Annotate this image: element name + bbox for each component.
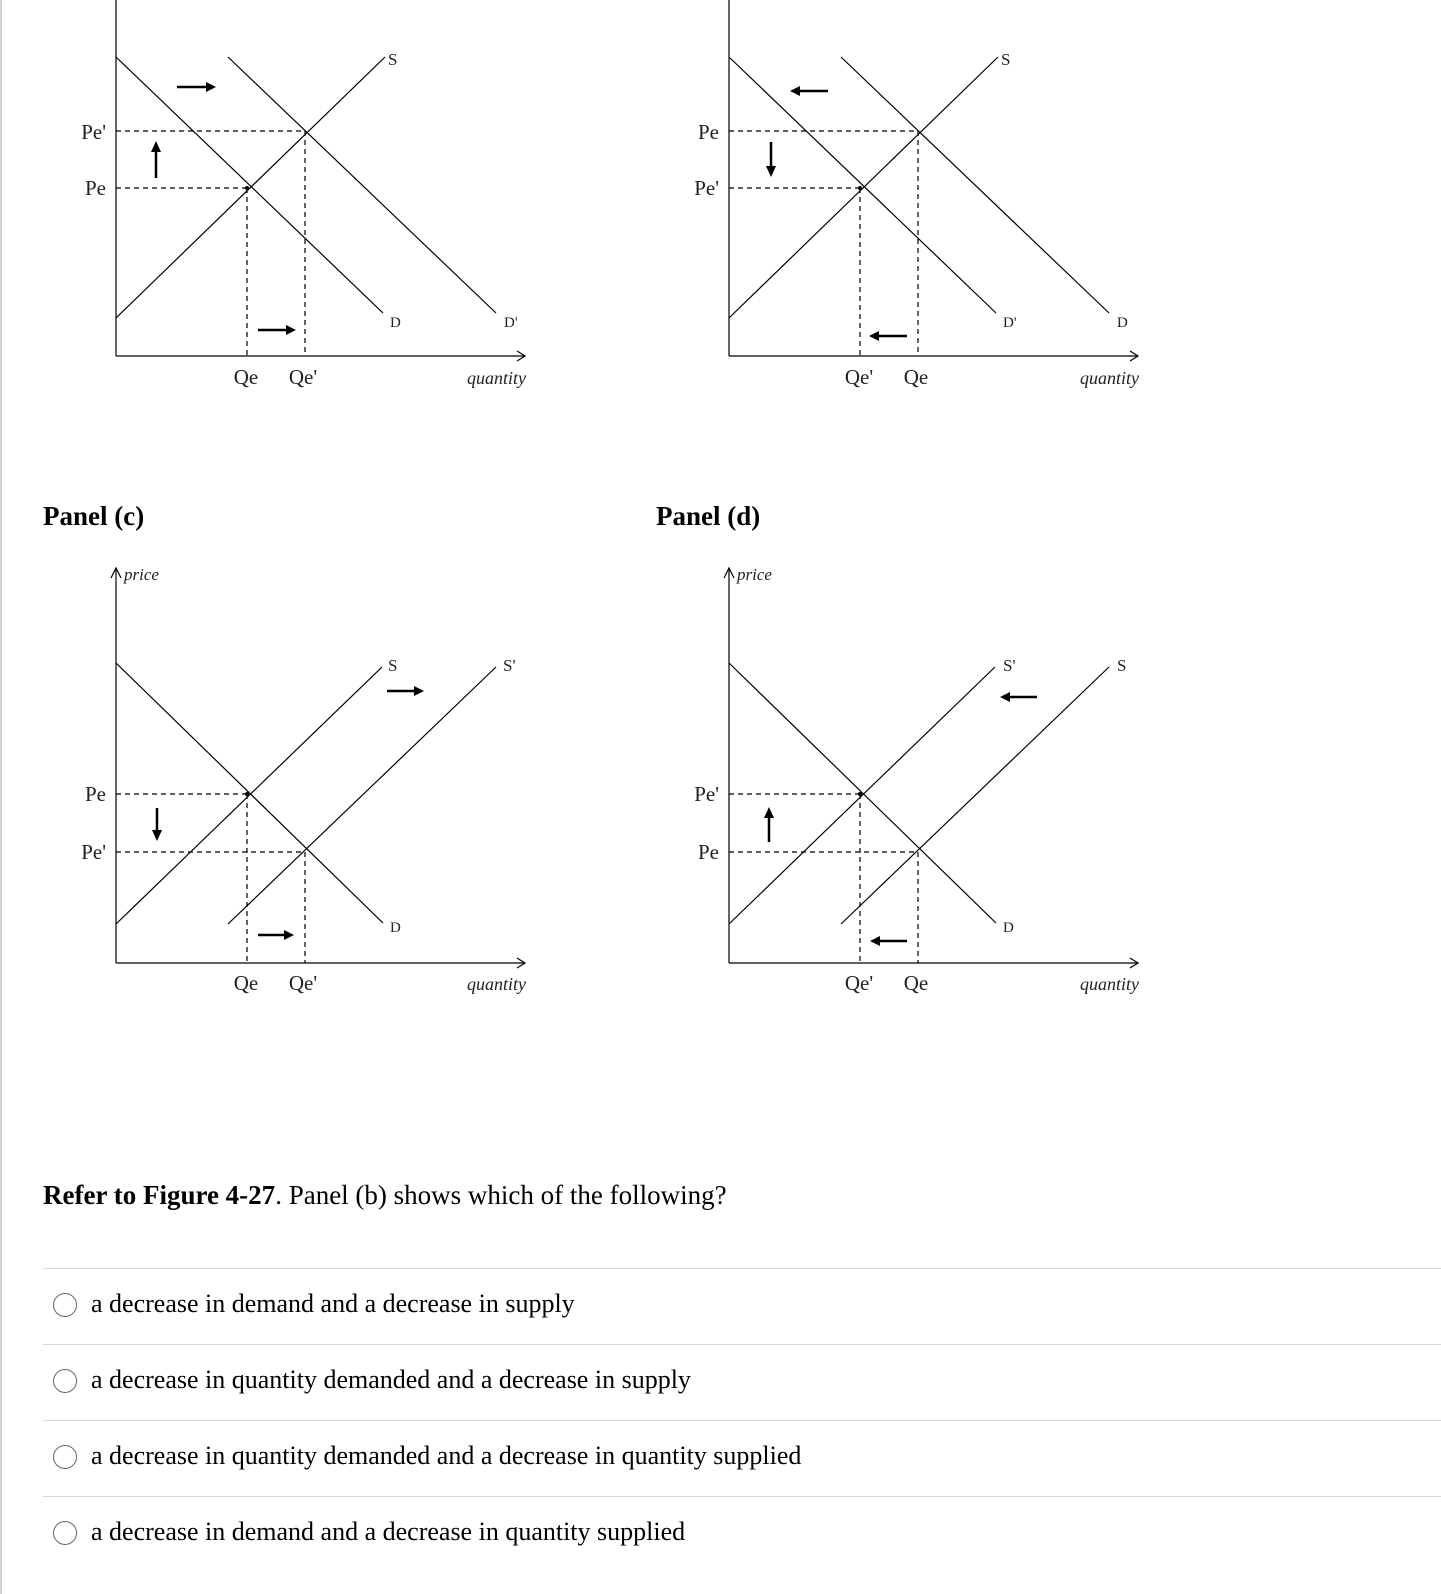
shift-arrow-down-icon [766,142,776,177]
panel-d-graph [673,560,1173,1000]
question-text [43,1180,727,1211]
answer-option-label[interactable]: a decrease in quantity demanded and a decrease in supply [91,1365,691,1394]
panel-c-graph [60,560,560,1000]
panel-b-graph [673,0,1173,400]
shift-arrow-left-icon [870,936,907,946]
price-label-upper: Pe' [81,120,106,144]
x-axis-label: quantity [1080,368,1139,388]
demand-curve-d [116,57,383,313]
y-axis-label: price [124,565,159,584]
curve-label-d2: D [1117,315,1128,331]
curve-label-s1: S [388,50,398,69]
qty-label-right: Qe' [288,365,318,389]
curve-label-d2: D' [504,315,518,331]
shift-arrow-left-icon [1000,692,1037,702]
price-label-upper: Pe' [694,782,719,806]
price-label-lower: Pe [698,840,719,864]
demand-curve-d [116,663,383,923]
equilibrium-point [245,792,249,796]
curve-label-d1: D [390,315,401,331]
panel-c-title: Panel (c) [43,501,145,531]
demand-curve-d [841,57,1109,313]
left-border [0,0,2,1594]
radio-button[interactable] [53,1293,77,1317]
demand-curve-d [729,663,996,923]
radio-button[interactable] [53,1521,77,1545]
answer-option-label[interactable]: a decrease in quantity demanded and a decrease in quantity supplied [91,1441,802,1470]
curve-label-s2: S [1117,656,1127,675]
shift-arrow-left-icon [869,331,907,341]
answer-option-label[interactable]: a decrease in demand and a decrease in quantity supplied [91,1517,686,1546]
shift-arrow-right-icon [177,82,216,92]
curve-label-d1: D' [1003,315,1017,331]
qty-label-left: Qe [233,971,259,995]
shift-arrow-up-icon [764,807,774,842]
curve-label-s1: S [1001,50,1011,69]
curve-label-s1: S' [1003,656,1016,675]
x-axis-label: quantity [467,368,526,388]
answer-option[interactable] [43,1268,1441,1344]
panel-a-graph [60,0,560,400]
question-body: . Panel (b) shows which of the following? [275,1180,727,1210]
supply-curve-s-prime [729,667,995,924]
y-axis-label: price [737,565,772,584]
equilibrium-point [858,186,862,190]
price-label-lower: Pe' [81,840,106,864]
shift-arrow-down-icon [152,808,162,841]
shift-arrow-up-icon [151,141,161,178]
demand-curve-d-prime [228,57,496,313]
answer-option[interactable] [43,1420,1441,1496]
shift-arrow-right-icon [258,930,294,940]
answer-option-label[interactable]: a decrease in demand and a decrease in supply [91,1289,575,1318]
price-label-lower: Pe' [694,176,719,200]
curve-label-d1: D [390,920,401,936]
curve-label-d1: D [1003,920,1014,936]
x-axis-label: quantity [1080,974,1139,994]
radio-button[interactable] [53,1369,77,1393]
curve-label-s2: S' [503,656,516,675]
supply-curve-s-prime [228,667,496,924]
x-axis-label: quantity [467,974,526,994]
answer-option[interactable] [43,1496,1441,1572]
qty-label-right: Qe [903,971,929,995]
shift-arrow-right-icon [258,325,296,335]
shift-arrow-right-icon [387,686,424,696]
supply-curve-s [116,667,382,924]
equilibrium-point [858,792,862,796]
qty-label-left: Qe' [844,971,874,995]
price-label-upper: Pe [85,782,106,806]
shift-arrow-left-icon [790,86,828,96]
panel-d-title: Panel (d) [656,501,761,531]
equilibrium-point [245,186,249,190]
figure-reference: Refer to Figure 4-27 [43,1180,276,1210]
qty-label-right: Qe [903,365,929,389]
qty-label-left: Qe' [844,365,874,389]
radio-button[interactable] [53,1445,77,1469]
qty-label-left: Qe [233,365,259,389]
supply-curve-s [841,667,1109,924]
qty-label-right: Qe' [288,971,318,995]
price-label-lower: Pe [85,176,106,200]
answer-option[interactable] [43,1344,1441,1420]
curve-label-s1: S [388,656,398,675]
demand-curve-d-prime [729,57,996,313]
price-label-upper: Pe [698,120,719,144]
